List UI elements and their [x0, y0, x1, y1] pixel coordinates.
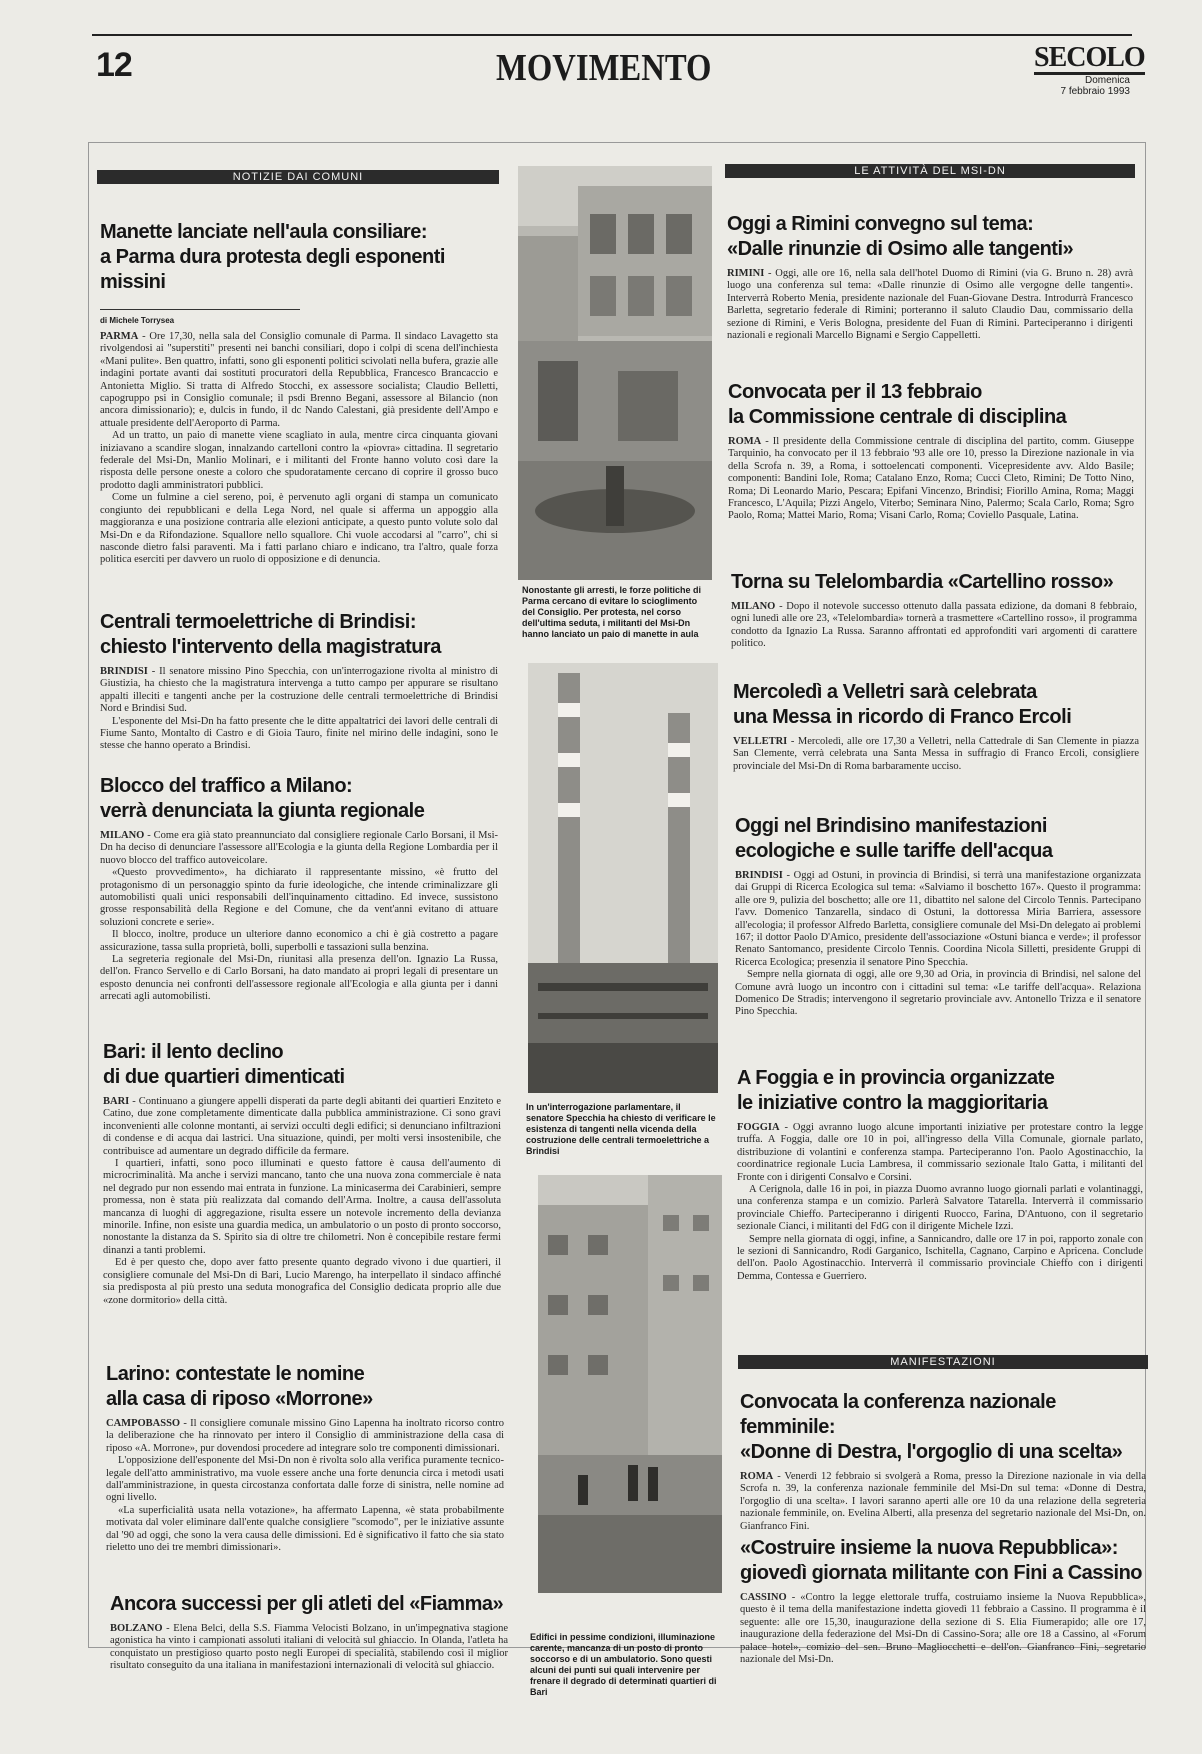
article-headline: A Foggia e in provincia organizzate le iniziative contro la maggioritaria	[737, 1067, 1055, 1114]
article-bolzano: Ancora successi per gli atleti del «Fiamma» BOLZANO - Elena Belci, della S.S. Fiamma Velocisti Bolzano, in un'impegnativa stagione agonistica ha vinto i campionati assoluti italiani di velocità sul ghiaccio. In Olanda, l'atleta ha conquistato un prestigioso quarto posto negli Europei di specialità, stabilendo così il miglior risultato conseguito da una italiana in manifestazioni internazionali di velocità sul ghiaccio.	[110, 1593, 508, 1672]
article-headline: Oggi a Rimini convegno sul tema: «Dalle rinunzie di Osimo alle tangenti»	[727, 213, 1074, 260]
photo-parma-image	[518, 166, 712, 580]
section-bar-notizie: NOTIZIE DAI COMUNI	[97, 170, 499, 184]
article-headline: Manette lanciate nell'aula consiliare: a Parma dura protesta degli esponenti missini	[100, 221, 445, 293]
issue-day: Domenica	[1084, 75, 1130, 86]
article-velletri: Mercoledì a Velletri sarà celebrata una Messa in ricordo di Franco Ercoli VELLETRI - Mercoledì, alle ore 17,30 a Velletri, nella Cattedrale di San Clemente in piazza San Clemente, verrà celebrata una Santa Messa in suffragio di Franco Ercoli, consigliere provinciale del Msi-Dn di Roma barbaramente ucciso.	[733, 681, 1139, 772]
article-headline: Bari: il lento declino di due quartieri dimenticati	[103, 1041, 345, 1088]
page-number: 12	[96, 46, 132, 84]
article-headline: Centrali termoelettriche di Brindisi: chiesto l'intervento della magistratura	[100, 611, 441, 658]
article-headline: Ancora successi per gli atleti del «Fiamma»	[110, 1593, 504, 1615]
article-byline: di Michele Torrysea	[100, 309, 300, 325]
article-bari: Bari: il lento declino di due quartieri dimenticati BARI - Continuano a giungere appelli disperati da parte degli abitanti dei quartieri Enziteto e Catino, due zone completamente dimenticate dalla pubblica amministrazione. Ci sono gravi inconvenienti alle colonne montanti, ai servizi occulti degli edifici; si denunciano infiltrazioni di condense e di acqua dai lastrici. Una situazione, quindi, per molti versi insostenibile, che contribuisce ad aumentare un degrado difficile da fermare. I quartieri, infatti, sono poco illuminati e questo fattore è causa dell'aumento di microcriminalità. Ma anche i servizi mancano, tanto che una nuova zona commerciale è nata nel degrado pur non essendo mai entrata in funzione. La minicaserma dei Carabinieri, sempre promessa, non è stata più realizzata dal comando dell'Arma. Inoltre, a causa dell'assoluta mancanza di luoghi di aggregazione, risulta essere un notevole incremento della devianza minorile. Infine, non esiste una guardia medica, un ambulatorio o un posto di pronto soccorso, nonostante la distanza da S. Spirito sia di oltre tre chilometri. Non è concepibile restare fermi dinanzi a tanti problemi. Ed è per questo che, dopo aver fatto presente quanto degrado vivono i due quartieri, il consigliere comunale del Msi-Dn di Bari, Lucio Marengo, ha interpellato il sindaco affinché sia predisposta al più presto una seduta monografica del Consiglio dedicata proprio alle due «zone dormitorio» della città.	[103, 1041, 501, 1306]
article-headline: Larino: contestate le nomine alla casa di riposo «Morrone»	[106, 1363, 373, 1410]
photo-caption-bari: Edifici in pessime condizioni, illuminazione carente, mancanza di un posto di pronto soccorso e di un ambulatorio. Sono questi alcuni dei punti sui quali intervenire per frenare il degrado di determinati quartieri di Bari	[530, 1632, 717, 1697]
article-foggia: A Foggia e in provincia organizzate le iniziative contro la maggioritaria FOGGIA - Oggi avranno luogo alcune importanti iniziative per protestare contro la legge truffa. A Foggia, dalle ore 10 in poi, all'ingresso della Villa Comunale, giornale parlato, distribuzione di volantini e conferenza stampa. Parteciperanno l'on. Paolo Agostinacchio, la coordinatrice regionale Lucia Lambresa, il commissario sezionale Italo Gatta, i militanti del Fronte con i dirigenti Consalvo e Corsini. A Cerignola, dalle 16 in poi, in piazza Duomo avranno luogo giornali parlati e volantinaggi, una conferenza stampa e un comizio. Parlerà Salvatore Tatarella. Interverrà il commissario provinciale Chieffo. Parteciperanno i dirigenti Ruocco, Farina, D'Antuono, con il segretario sezionale Cianci, i militanti del FdG con il dirigente Michele Izzi. Sempre nella giornata di oggi, infine, a Sannicandro, dalle ore 17 in poi, rapporto zonale con le sezioni di Sannicandro, Rodi Garganico, Ischitella, Cagnano, Carpino e Apricena. Conclude dell'on. Paolo Agostinacchio. Interverrà il commissario provinciale Chieffo con i dirigenti Demma, Contessa e Guerriero.	[737, 1067, 1143, 1282]
section-bar-manifestazioni: MANIFESTAZIONI	[738, 1355, 1148, 1369]
article-parma: Manette lanciate nell'aula consiliare: a Parma dura protesta degli esponenti missini di Michele Torrysea PARMA - Ore 17,30, nella sala del Consiglio comunale di Parma. Il sindaco Lavagetto sta rivolgendosi ai "superstiti" presenti nei banchi consiliari, dopo i colpi di scena dell'inchiesta «Mani pulite». Ben quattro, infatti, sono gli esponenti politici scivolati nella bufera, grazie alle indagini portate avanti dai sostituti procuratori della Repubblica, Francesco Brancaccio e Antonietta Miglio. Si tratta di Alfredo Stocchi, ex assessore socialista; Claudio Belletti, capogruppo psi in Consiglio comunale; il psdi Brenno Begani, assessore al Bilancio (non ancora dimissionario); e, dulcis in fundo, il dc Nando Calestani, già presidente dell'Ampo e attuale presidente dell'Aeroporto di Parma. Ad un tratto, un paio di manette viene scagliato in aula, mentre circa cinquanta giovani iniziavano a scandire slogan, innalzando cartelloni contro la «piovra» cittadina. Il segretario federale del Msi-Dn, Manlio Molinari, e i militanti del Fronte hanno voluto così dare la risposta delle persone oneste a coloro che spudoratamente cercano di coprire il grosso buco prodotto dagli amministratori pubblici. Come un fulmine a ciel sereno, poi, è pervenuto agli organi di stampa un comunicato congiunto dei repubblicani e della Lega Nord, nel quale si afferma un appoggio alla maggioranza e una posizione contraria alle elezioni anticipate, a questo punto volute solo dal Msi-Dn e da Rifondazione. Squallore nello squallore. Chi vuole accodarsi al "carro", chi si nasconde dietro falsi paraventi. Ma i fatti parlano chiaro e indicano, tra l'altro, quale forza politica eserciti per davvero un ruolo di opposizione e di denuncia.	[100, 221, 498, 566]
article-telelombardia: Torna su Telelombardia «Cartellino rosso» MILANO - Dopo il notevole successo ottenuto dalla passata edizione, da domani 8 febbraio, ogni lunedì alle ore 23, «Telelombardia» tornerà a trasmettere «Cartellino rosso», il programma condotto da Ignazio La Russa. Saranno affrontati ed approfonditi vari argomenti di carattere politico.	[731, 571, 1137, 650]
masthead	[1034, 42, 1145, 97]
photo-bari-image	[538, 1175, 722, 1593]
article-rimini: Oggi a Rimini convegno sul tema: «Dalle rinunzie di Osimo alle tangenti» RIMINI - Oggi, alle ore 16, nella sala dell'hotel Duomo di Rimini (via G. Bruno n. 28) avrà luogo una conferenza sul tema: «Dalle rinunzie di Osimo alle vergogne delle tangenti». Interverrà Roberto Menia, presidente nazionale del Fuan-Giovane Destra. Introdurrà Francesco Barletta, segretario federale di Rimini; porteranno il saluto Claudio Dau, commissario della sezione di Rimini, e Veris Bologna, presidente del Fuan di Rimini. Parteciperanno i dirigenti nazionali e regionali Marcello Bignami e Sergio Cappelletti.	[727, 213, 1133, 342]
article-milano-traffico: Blocco del traffico a Milano: verrà denunciata la giunta regionale MILANO - Come era già stato preannunciato dal consigliere regionale Carlo Borsani, il Msi-Dn ha deciso di denunciare l'assessore all'Ecologia e la giunta della Regione Lombardia per il nuovo blocco del traffico autoveicolare. «Questo provvedimento», ha dichiarato il rappresentante missino, «è frutto del protagonismo di un personaggio spinto da furie ideologiche, che intende criminalizzare gli automobilisti quali unici responsabili dell'inquinamento cittadino. Ed invece, sussistono grosse responsabilità della Regione e del Comune, che da vent'anni evitano di attuare soluzioni concrete e serie». Il blocco, inoltre, produce un ulteriore danno economico a chi è già costretto a pagare assicurazione, tassa sulla proprietà, bolli, superbolli e tassazioni sulla benzina. La segreteria regionale del Msi-Dn, riunitasi alla presenza dell'on. Ignazio La Russa, dell'on. Franco Servello e di Carlo Borsani, ha dato mandato ai propri legali di presentare un esposto denuncia nei confronti dell'assessore regionale all'Ecologia e alla giunta per i danni arrecati agli automobilisti.	[100, 775, 498, 1003]
article-headline: Oggi nel Brindisino manifestazioni ecologiche e sulle tariffe dell'acqua	[735, 815, 1053, 862]
article-headline: Convocata la conferenza nazionale femminile: «Donne di Destra, l'orgoglio di una scelta»	[740, 1391, 1123, 1463]
photo-parma-council	[518, 166, 712, 580]
article-commissione-disciplina: Convocata per il 13 febbraio la Commissione centrale di disciplina ROMA - Il presidente della Commissione centrale di disciplina del partito, comm. Giuseppe Tarquinio, ha convocato per il 13 febbraio '93 alle ore 10, presso la Direzione nazionale in via della Scrofa n. 39, a Roma, i sottoelencati componenti. Vicepresidente avv. Aldo Basile; componenti: Bandini Iole, Roma; Catalano Enzo, Roma; Cucci Cleto, Rimini; De Totto Nino, Roma; Di Leonardo Mario, Pescara; Epifani Vincenzo, Brindisi; Fiorillo Amina, Roma; Maggi Francesco, L'Aquila; Pizzi Angelo, Viterbo; Seminara Nino, Palermo; Scala Carlo, Roma; Sgro Paolo, Roma; Mattei Mario, Roma; Visani Carlo, Roma; Coviello Pasquale, Latina.	[728, 381, 1134, 522]
article-headline: Convocata per il 13 febbraio la Commissione centrale di disciplina	[728, 381, 1067, 428]
article-conferenza-femminile: Convocata la conferenza nazionale femminile: «Donne di Destra, l'orgoglio di una scelta» ROMA - Venerdì 12 febbraio si svolgerà a Roma, presso la Direzione nazionale in via della Scrofa n. 39, la conferenza nazionale femminile del Msi-Dn sul tema: «Donne di Destra, l'orgoglio di una scelta». I lavori saranno aperti alle ore 10 da una relazione della segreteria nazionale femminile, on. Evelina Alberti, alla presenza del segretario nazionale del Msi-Dn, on. Gianfranco Fini.	[740, 1391, 1146, 1532]
header-rule	[92, 34, 1132, 36]
photo-power-station	[528, 663, 718, 1093]
issue-date: 7 febbraio 1993	[1060, 86, 1130, 97]
masthead-name: SECOLO	[1034, 42, 1145, 73]
section-title: MOVIMENTO	[496, 47, 712, 89]
section-bar-attivita: LE ATTIVITÀ DEL MSI-DN	[725, 164, 1135, 178]
photo-caption-brindisi: In un'interrogazione parlamentare, il senatore Specchia ha chiesto di verificare le esistenza di tangenti nella vicenda della costruzione delle centrali termoelettriche a Brindisi	[526, 1102, 716, 1156]
article-headline: Blocco del traffico a Milano: verrà denunciata la giunta regionale	[100, 775, 425, 822]
article-headline: «Costruire insieme la nuova Repubblica»: giovedì giornata militante con Fini a Cassino	[740, 1537, 1143, 1584]
article-brindisino: Oggi nel Brindisino manifestazioni ecologiche e sulle tariffe dell'acqua BRINDISI - Oggi ad Ostuni, in provincia di Brindisi, si terrà una manifestazione organizzata dai Gruppi di Ricerca Ecologica sul tema: «Salviamo il boschetto 167». Questo il programma: alle ore 9, pulizia del boschetto; alle ore 11, dibattito nel salone del Circolo Tennis. Partecipano l'avv. Domenico Tanzarella, sindaco di Ostuni, la dottoressa Miria Barriera, assessore all'ecologia; il professor Alfredo Barletta, consigliere comunale del Msi-Dn delegato ai problemi 167; il dottor Paolo D'Amico, presidente dell'associazione «Ostuni bianca e verde»; il professor Renato Santomanco, presidente Circolo Tennis. Coordina Nicola Silletti, presidente Gruppi di Ricerca Ecologica; presenzia il senatore Pino Specchia. Sempre nella giornata di oggi, alle ore 9,30 ad Oria, in provincia di Brindisi, nel salone del Comune avrà luogo un incontro con i cittadini sul tema: «Le tariffe dell'acqua». Relaziona Domenico De Stradis; intervengono il segretario provinciale avv. Antonello Trizza e il senatore Pino Specchia.	[735, 815, 1141, 1018]
article-larino: Larino: contestate le nomine alla casa di riposo «Morrone» CAMPOBASSO - Il consigliere comunale missino Gino Lapenna ha inoltrato ricorso contro la deliberazione che ha rinnovato per intero il Consiglio di amministrazione della casa di riposo «A. Morrone», pur dovendosi procedere ad integrare solo tre componenti dimissionari. L'opposizione dell'esponente del Msi-Dn non è rivolta solo alla verifica puramente tecnico-legale dell'atto amministrativo, ma vuole essere anche una forte denuncia circa i metodi usati dall'amministrazione, in questa circostanza confortata dalle forze di sinistra, nelle nomine ad ogni livello. «La superficialità usata nella votazione», ha affermato Lapenna, «è stata probabilmente motivata dal voler eliminare dall'ente qualche consigliere "scomodo", per le iniziative assunte dal '90 ad oggi, che sono la vera causa delle dimissioni. Ed è significativo il fatto che sia stato rieletto uno dei tre membri dimissionari».	[106, 1363, 504, 1554]
article-brindisi-centrali: Centrali termoelettriche di Brindisi: chiesto l'intervento della magistratura BRINDISI - Il senatore missino Pino Specchia, con un'interrogazione rivolta al ministro di Giustizia, ha chiesto che la magistratura intervenga a tutto campo per appurare se risultano appalti illeciti e tangenti anche per la costruzione delle centrali termoelettriche di Brindisi Nord e Brindisi Sud. L'esponente del Msi-Dn ha fatto presente che le ditte appaltatrici dei lavori delle centrali di Fiume Santo, Montalto di Castro e di Gioia Tauro, finite nel mirino delle indagini, sono le stesse che hanno operato a Brindisi.	[100, 611, 498, 752]
article-headline: Mercoledì a Velletri sarà celebrata una Messa in ricordo di Franco Ercoli	[733, 681, 1072, 728]
article-headline: Torna su Telelombardia «Cartellino rosso»	[731, 571, 1114, 593]
photo-bari-buildings	[538, 1175, 722, 1593]
article-cassino: «Costruire insieme la nuova Repubblica»: giovedì giornata militante con Fini a Cassino CASSINO - «Contro la legge elettorale truffa, costruiamo insieme la Nuova Repubblica», questo è il tema della manifestazione indetta giovedì 11 febbraio a Cassino. Il programma è il seguente: alle ore 15,30, inaugurazione della sezione di S. Elia Fiumerapido; alle ore 17, inaugurazione della federazione del Msi-Dn di Cassino-Sora; alle ore 18 a Cassino, al «Forum palace hotel», comizio del sen. Bruno Magliocchetti e dell'on. Gianfranco Fini, segretario nazionale del Msi-Dn.	[740, 1537, 1146, 1666]
photo-caption-parma: Nonostante gli arresti, le forze politiche di Parma cercano di evitare lo scioglimento del Consiglio. Per protesta, nel corso dell'ultima seduta, i militanti del Msi-Dn hanno lanciato un paio di manette in aula	[522, 585, 702, 639]
photo-power-station-image	[528, 663, 718, 1093]
